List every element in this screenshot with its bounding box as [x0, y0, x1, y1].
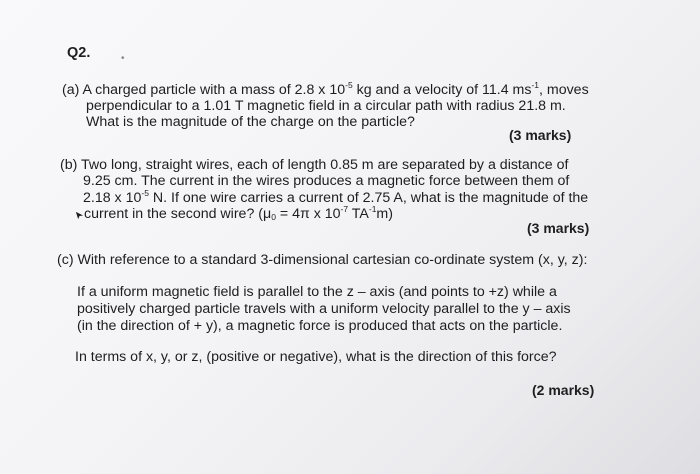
part-b-text-4-mid: = 4π x 10 [275, 206, 341, 222]
part-c-para1-line-3: (in the direction of + y), a magnetic force is produced that acts on the particle. [77, 318, 563, 334]
part-c-para1-line-1: If a uniform magnetic field is parallel to the z – axis (and points to +z) while a [77, 284, 557, 300]
part-b-text-4-mid2: TA [348, 206, 369, 222]
part-b-line-4 [84, 205, 393, 223]
part-b-text-1: Two long, straight wires, each of length 0.85 m are separated by a distance of [81, 157, 569, 173]
part-c-text-1: With reference to a standard 3-dimensional cartesian co-ordinate system (x, y, z): [77, 252, 588, 268]
part-b-text-3-pre: 2.18 x 10 [83, 190, 142, 206]
part-c-para1-line-2: positively charged particle travels with a uniform velocity parallel to the y – axis [77, 301, 571, 317]
part-a-marks: (3 marks) [509, 127, 572, 143]
part-b-text-4-pre: current in the second wire? (μ [84, 206, 272, 222]
part-a-text-1-pre: A charged particle with a mass of 2.8 x 10 [82, 82, 346, 98]
part-b-sub-0: 0 [271, 212, 276, 222]
part-b-marks: (3 marks) [527, 220, 590, 236]
part-b-exp-1: -5 [141, 188, 149, 198]
part-b-exp-2: -7 [340, 204, 349, 214]
part-a-text-1-post: , moves [539, 82, 589, 98]
part-b-label: (b) [60, 157, 78, 173]
part-c-line-1 [57, 251, 587, 269]
part-a-label: (a) [62, 82, 80, 98]
part-b-text-4-post: m) [376, 206, 393, 222]
mouse-pointer-icon [75, 211, 84, 220]
part-a-line-3: What is the magnitude of the charge on the particle? [86, 114, 415, 130]
part-a-text-1-mid: kg and a velocity of 11.4 ms [352, 82, 532, 98]
part-b-text-3-post: N. If one wire carries a current of 2.75 A, what is the magnitude of the [148, 190, 589, 206]
part-a-exp-1: -5 [345, 80, 353, 90]
question-title: Q2. [67, 45, 91, 61]
part-c-para2-line-1: In terms of x, y, or z, (positive or negative), what is the direction of this force? [75, 349, 557, 365]
part-a-line-2: perpendicular to a 1.01 T magnetic field in a circular path with radius 21.8 m. [86, 98, 566, 114]
part-b-line-2: 9.25 cm. The current in the wires produces a magnetic force between them of [83, 173, 570, 189]
part-c-marks: (2 marks) [532, 382, 595, 398]
part-c-label: (c) [57, 252, 74, 268]
part-b-exp-3: -1 [368, 204, 377, 214]
part-a-exp-2: -1 [531, 80, 539, 90]
stray-dot: • [121, 53, 125, 64]
